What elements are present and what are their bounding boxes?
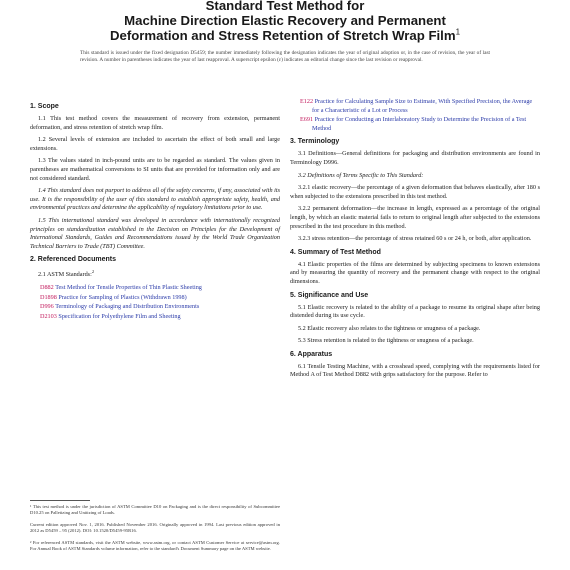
section-heading-referenced-documents: 2. Referenced Documents — [30, 256, 116, 264]
section-heading-summary: 4. Summary of Test Method — [290, 248, 381, 256]
paragraph-1-4: 1.4 This standard does not purport to address all of the safety concerns, if any, associated with its use. It is the responsibility of the user of this standard to establish appropriate safety, health, and environmental practices and determine the applicability of regulatory limitations prior to use. — [30, 187, 280, 212]
title-line-1: Standard Test Method for — [205, 0, 365, 13]
reference-item[interactable] — [290, 116, 540, 133]
footnote-2: ² For referenced ASTM standards, visit the ASTM website, www.astm.org, or contact ASTM Customer Service at service@astm.org. For Annual Book of ASTM Standards volume information, refer to the standard's Document Summary page on the ASTM website. — [30, 540, 280, 551]
title-line-3 — [60, 28, 510, 43]
reference-item[interactable] — [30, 303, 280, 312]
reference-title[interactable]: Specification for Polyethylene Film and Sheeting — [58, 312, 181, 320]
paragraph-5-1: 5.1 Elastic recovery is related to the ability of a package to resume its original shape after being distended during its use cycle. — [290, 303, 540, 320]
right-column — [290, 98, 540, 384]
paragraph-3-2-1: 3.2.1 elastic recovery—the percentage of a given deformation that behaves elastically, after 180 s when subjected to the extensions prescribed in this test method. — [290, 184, 540, 200]
section-heading-terminology: 3. Terminology — [290, 138, 340, 146]
paragraph-1-1: 1.1 This test method covers the measurement of recovery from extension, permanent deformation, and stress retention of stretch wrap film. — [30, 115, 280, 131]
reference-code[interactable]: E691 — [300, 116, 314, 124]
paragraph-1-3: 1.3 The values stated in inch-pound units are to be regarded as standard. The values given in parentheses are mathematical conversions to SI units that are provided for information only and are not considered standard. — [30, 157, 280, 182]
section-heading-significance: 5. Significance and Use — [290, 291, 369, 299]
reference-title[interactable]: Terminology of Packaging and Distribution Environments — [55, 303, 200, 311]
section-heading-scope: 1. Scope — [30, 103, 59, 110]
paragraph-1-2: 1.2 Several levels of extension are included to ascertain the effect of both small and large extensions. — [30, 136, 280, 152]
reference-code[interactable]: D882 — [40, 283, 54, 291]
reference-title[interactable]: Practice for Sampling of Plastics (Withdrawn 1998) — [58, 293, 187, 301]
paragraph-4-1: 4.1 Elastic properties of the films are determined by subjecting specimens to known extensions and by measuring the quantity of recovery and the permanent change with respect to the original dimensions. — [290, 260, 540, 285]
reference-title[interactable]: Practice for Calculating Sample Size to Estimate, With Specified Precision, the Average for a Characteristic of a Lot or Process — [312, 98, 533, 114]
paragraph-3-2-3: 3.2.3 stress retention—the percentage of stress retained 60 s or 24 h, or both, after application. — [298, 235, 532, 243]
reference-item[interactable] — [30, 284, 280, 293]
paragraph-5-3: 5.3 Stress retention is related to the tightness or snugness of a package. — [298, 337, 474, 345]
reference-title[interactable]: Test Method for Tensile Properties of Thin Plastic Sheeting — [55, 283, 202, 291]
reference-title[interactable]: Practice for Conducting an Interlaboratory Study to Determine the Precision of a Test Method — [312, 116, 527, 132]
paragraph-2-1-footnote-marker: 2 — [91, 269, 95, 275]
title-line-2: Machine Direction Elastic Recovery and Permanent — [124, 13, 446, 28]
title-line-3-text: Deformation and Stress Retention of Stretch Wrap Film — [109, 28, 456, 43]
section-heading-apparatus: 6. Apparatus — [290, 350, 333, 358]
reference-code[interactable]: D2103 — [40, 312, 57, 320]
standard-designation-note: This standard is issued under the fixed designation D5459; the number immediately following the designation indicates the year of original adoption or, in the case of revision, the year of last revision. A number in parentheses indicates the year of last reapproval. A superscript epsilon (ε) indicates an editorial change since the last revision or reapproval. — [80, 50, 490, 63]
paragraph-5-2: 5.2 Elastic recovery also relates to the tightness or snugness of a package. — [298, 324, 481, 332]
reference-item[interactable] — [30, 294, 280, 303]
reference-item[interactable] — [30, 313, 280, 322]
footnote-1-edition: Current edition approved Nov. 1, 2016. Published November 2016. Originally approved in 1994. Last previous edition approved in 2012 as D5459 – 95 (2012). DOI: 10.1520/D5459-95R16. — [30, 522, 280, 533]
left-column — [30, 98, 280, 322]
paragraph-2-1 — [30, 268, 280, 280]
paragraph-6-1: 6.1 Tensile Testing Machine, with a crosshead speed, complying with the requirements listed for Method A of Test Method D882 with grips satisfactory for the purpose. Refer to — [290, 362, 540, 379]
paragraph-2-1-text: 2.1 ASTM Standards: — [38, 271, 92, 279]
reference-code[interactable]: E122 — [300, 98, 314, 105]
reference-code[interactable]: D996 — [40, 303, 54, 311]
footnote-divider — [30, 500, 90, 501]
paragraph-3-1: 3.1 Definitions—General definitions for packaging and distribution environments are found in Terminology D996. — [290, 150, 540, 166]
footnote-1: ¹ This test method is under the jurisdiction of ASTM Committee D10 on Packaging and is the direct responsibility of Subcommittee D10.25 on Palletizing and Unitizing of Loads. — [30, 504, 280, 515]
paragraph-3-2-2: 3.2.2 permanent deformation—the increase in length, expressed as a percentage of the original length, by which an elastic material fails to return to original length after subjected to the extensions prescribed in the test procedure in this method. — [290, 205, 540, 230]
paragraph-3-2: 3.2 Definitions of Terms Specific to This Standard: — [298, 171, 424, 179]
reference-item[interactable] — [290, 98, 540, 115]
title-footnote-marker: 1 — [455, 27, 461, 37]
reference-code[interactable]: D1898 — [40, 293, 57, 301]
paragraph-1-5: 1.5 This international standard was developed in accordance with internationally recognized principles on standardization established in the Decision on Principles for the Development of International Standards, Guides and Recommendations issued by the World Trade Organization Technical Barriers to Trade (TBT) Committee. — [30, 216, 280, 250]
